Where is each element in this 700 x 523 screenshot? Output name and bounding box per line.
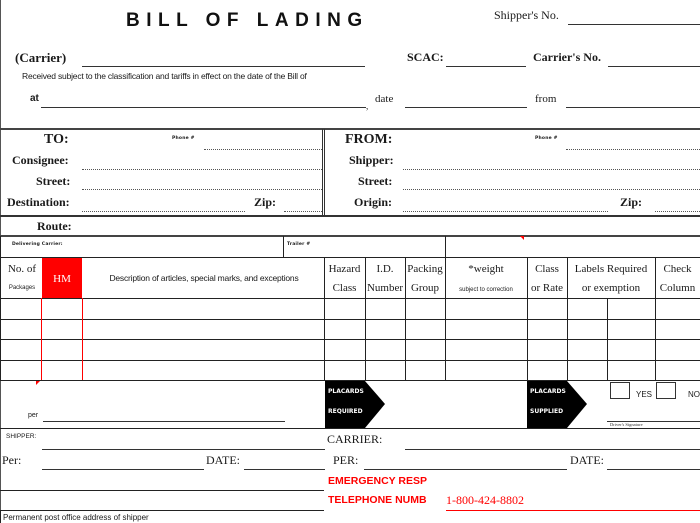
to-phone-field[interactable] xyxy=(204,149,322,150)
page-title: BILL OF LADING xyxy=(126,10,369,31)
comma: , xyxy=(366,101,369,111)
placards-supplied-line1: PLACARDS xyxy=(530,388,566,395)
col-hazard-line2: Class xyxy=(332,282,357,294)
shipper-field[interactable] xyxy=(403,169,700,170)
placards-required-line1: PLACARDS xyxy=(328,388,364,395)
carrier-date-field[interactable] xyxy=(607,469,700,470)
yes-label: YES xyxy=(636,390,653,399)
shipper-divider xyxy=(0,510,324,511)
arrow-right-icon xyxy=(567,381,587,428)
from-zip-label: Zip: xyxy=(620,195,643,209)
col-hazard-line1: Hazard xyxy=(328,263,361,275)
table-top-border xyxy=(0,257,700,258)
to-heading: TO: xyxy=(44,132,69,147)
drivers-signature-label: Driver's Signature xyxy=(610,422,643,427)
per-field[interactable] xyxy=(43,421,285,422)
carriers-no-label: Carrier's No. xyxy=(533,50,601,64)
to-from-divider xyxy=(322,129,325,215)
col-id-line1: I.D. xyxy=(376,263,394,275)
from-label: from xyxy=(535,93,557,105)
table-row[interactable] xyxy=(0,320,700,339)
placards-supplied-line2: SUPPLIED xyxy=(530,408,564,415)
emergency-response-label: EMERGENCY RESP xyxy=(328,475,427,487)
scac-label: SCAC: xyxy=(407,50,444,64)
to-street-field[interactable] xyxy=(82,189,322,190)
to-phone-label: Phone # xyxy=(172,136,195,141)
col-packages-line2: Packages xyxy=(8,285,36,291)
carrier-per-field[interactable] xyxy=(364,469,567,470)
origin-field[interactable] xyxy=(403,211,608,212)
placards-required-badge xyxy=(325,381,365,428)
carrier-field[interactable] xyxy=(82,66,365,67)
no-checkbox[interactable] xyxy=(656,382,676,399)
carriers-no-field[interactable] xyxy=(608,66,700,67)
to-street-label: Street: xyxy=(36,174,71,188)
arrow-right-icon xyxy=(365,381,385,428)
at-label: at xyxy=(30,93,39,104)
emergency-phone-underline xyxy=(446,510,700,511)
col-hm: HM xyxy=(53,273,71,285)
yes-checkbox[interactable] xyxy=(610,382,630,399)
delivering-carrier-label: Delivering Carrier: xyxy=(12,242,63,247)
section-divider xyxy=(0,128,700,130)
placards-bottom-border xyxy=(0,428,700,429)
emergency-phone-number: 1-800-424-8802 xyxy=(446,493,524,507)
left-edge xyxy=(0,510,1,523)
shipper-label: Shipper: xyxy=(349,153,394,167)
emergency-telephone-label: TELEPHONE NUMB xyxy=(328,494,427,506)
trailer-label: Trailer # xyxy=(287,242,311,247)
carrier-label: (Carrier) xyxy=(15,50,67,65)
col-packing-line2: Group xyxy=(410,282,440,294)
no-label: NO xyxy=(688,390,700,399)
col-packages-line1: No. of xyxy=(7,263,37,275)
po-address-label: Permanent post office address of shipper xyxy=(3,513,149,522)
left-edge xyxy=(0,236,1,257)
date-label: date xyxy=(375,93,394,105)
route-label: Route: xyxy=(37,219,72,233)
placards-supplied-badge xyxy=(527,381,567,428)
table-row[interactable] xyxy=(0,361,700,380)
col-weight-line1: *weight xyxy=(468,263,504,275)
from-phone-field[interactable] xyxy=(566,149,700,150)
from-heading: FROM: xyxy=(345,132,393,147)
shipper-sig-label: SHIPPER: xyxy=(6,433,37,440)
col-labels-line1: Labels Required xyxy=(574,263,648,275)
from-street-label: Street: xyxy=(358,174,393,188)
col-weight-line2: subject to correction xyxy=(459,287,513,293)
shipper-per-label: Per: xyxy=(2,453,22,467)
carrier-date-label: DATE: xyxy=(570,453,604,467)
carrier-per-label: PER: xyxy=(333,453,359,467)
at-field[interactable] xyxy=(41,107,366,108)
from-field[interactable] xyxy=(566,107,700,108)
trailer-divider xyxy=(283,236,284,257)
destination-field[interactable] xyxy=(82,211,245,212)
from-street-field[interactable] xyxy=(403,189,700,190)
shipper-per-field[interactable] xyxy=(42,469,204,470)
consignee-field[interactable] xyxy=(82,169,322,170)
shippers-no-label: Shipper's No. xyxy=(494,8,559,22)
to-zip-label: Zip: xyxy=(254,195,277,209)
col-id-line2: Number xyxy=(366,282,404,294)
comment-marker-icon xyxy=(520,236,524,240)
col-check-line1: Check xyxy=(663,263,692,275)
from-zip-field[interactable] xyxy=(655,211,700,212)
col-description: Description of articles, special marks, and exceptions xyxy=(109,273,299,283)
destination-label: Destination: xyxy=(7,195,70,209)
col-labels-line2: or exemption xyxy=(581,282,641,294)
received-text: Received subject to the classification and tariffs in effect on the date of the Bill of xyxy=(22,71,307,81)
route-top-border xyxy=(0,215,700,217)
route-divider xyxy=(0,235,700,237)
per-label: per xyxy=(28,412,39,419)
table-row[interactable] xyxy=(0,340,700,360)
consignee-label: Consignee: xyxy=(12,153,69,167)
col-packing-line1: Packing xyxy=(407,263,443,275)
col-check-line2: Column xyxy=(659,282,696,294)
scac-field[interactable] xyxy=(446,66,526,67)
origin-label: Origin: xyxy=(354,195,392,209)
shipper-sig-field[interactable] xyxy=(42,449,325,450)
shipper-date-field[interactable] xyxy=(244,469,325,470)
table-row[interactable] xyxy=(0,299,700,319)
shipper-date-label: DATE: xyxy=(206,453,240,467)
shipper-divider xyxy=(0,490,324,491)
col-class-line1: Class xyxy=(535,263,559,275)
date-field[interactable] xyxy=(405,107,527,108)
col-class-line2: or Rate xyxy=(530,282,564,294)
carrier-sig-field[interactable] xyxy=(405,449,700,450)
comment-marker-icon xyxy=(36,381,40,385)
shippers-no-field[interactable] xyxy=(568,24,700,25)
placards-required-line2: REQUIRED xyxy=(328,408,363,415)
carrier-sig-label: CARRIER: xyxy=(327,432,383,446)
from-phone-label: Phone # xyxy=(535,136,558,141)
to-zip-field[interactable] xyxy=(284,211,322,212)
